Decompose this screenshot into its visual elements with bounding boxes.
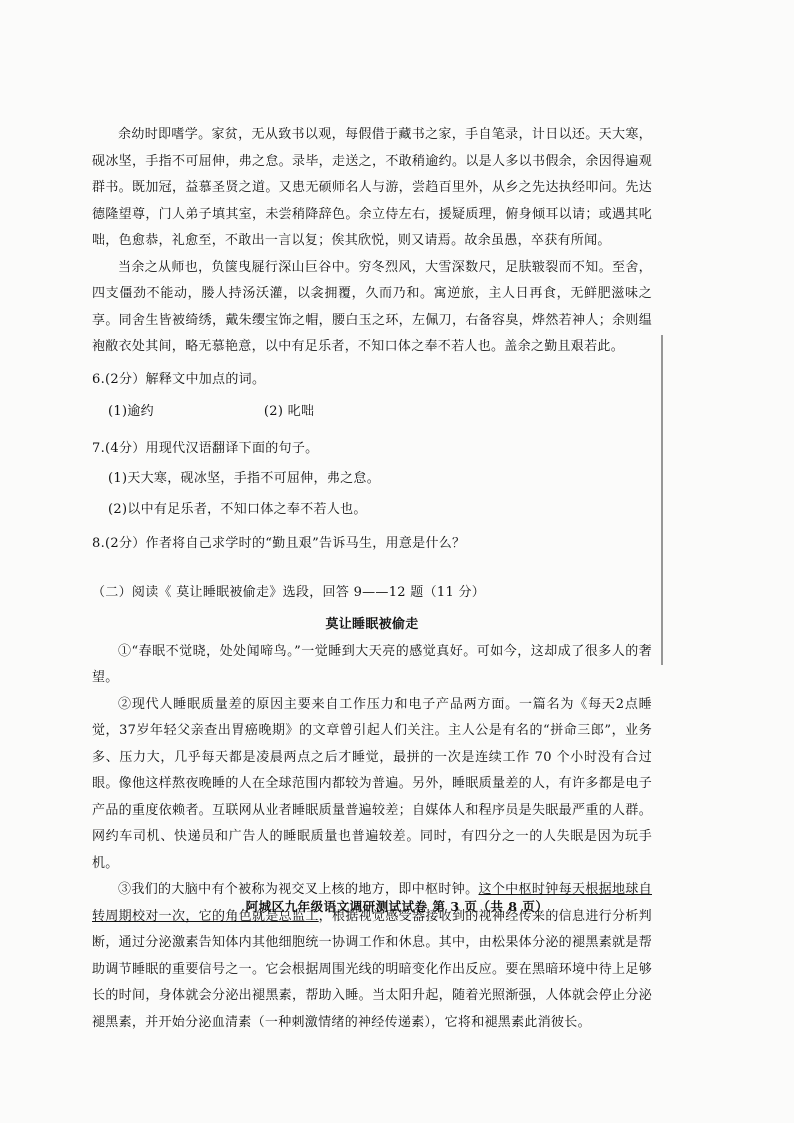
article-title: 莫让睡眠被偷走 xyxy=(325,617,419,632)
question-6-items xyxy=(92,399,652,426)
section-2-heading: （二）阅读《 莫让睡眠被偷走》选段，回答 9——12 题（11 分） xyxy=(92,584,486,600)
scan-artifact-line xyxy=(661,335,663,665)
classical-passage-paragraph-1: 余幼时即嗜学。家贫，无从致书以观，每假借于藏书之家，手自笔录，计日以还。天大寒，砚冰坚，手指不可屈伸，弗之怠。录毕，走送之，不敢稍逾约。以是人多以书假余，余因得遍观群书。既加冠，益慕圣贤之道。又患无硕师名人与游，尝趋百里外，从乡之先达执经叩问。先达德隆望尊，门人弟子填其室，未尝稍降辞色。余立侍左右，援疑质理，俯身倾耳以请；或遇其叱咄，色愈恭，礼愈至，不敢出一言以复；俟其欣悦，则又请焉。故余虽愚，卒获有所闻。 xyxy=(92,127,652,248)
underlined-sentence: 这个中枢时钟每天根据地球自转周期校对一次，它的角色就是总监工 xyxy=(92,882,652,924)
question-7-item-1: (1)天大寒，砚冰坚，手指不可屈伸，弗之怠。 xyxy=(108,471,381,486)
question-7-item-2: (2)以中有足乐者，不知口体之奉不若人也。 xyxy=(108,501,367,517)
question-6-item-2: (2) 叱咄 xyxy=(263,404,315,419)
article-paragraph-1: ①“春眠不觉晓，处处闻啼鸟。”一觉睡到大天亮的感觉真好。可如今，这却成了很多人的奢望。 xyxy=(92,643,652,685)
question-6: 6.(2分）解释文中加点的词。 xyxy=(92,371,266,387)
question-7: 7.(4分）用现代汉语翻译下面的句子。 xyxy=(92,440,319,456)
question-6-item-1: (1)逾约 xyxy=(108,404,154,419)
article-paragraph-3-rest: ，根据视觉感受器接收到的视神经传来的信息进行分析判断，通过分泌激素告知体内其他细胞统一协调工作和休息。其中，由松果体分泌的褪黑素就是帮助调节睡眠的重要信号之一。它会根据周围光线的明暗变化作出反应。要在黑暗环境中待上足够长的时间，身体就会分泌出褪黑素，帮助入睡。当太阳升起，随着光照渐强，人体就会停止分泌褪黑素，并开始分泌血清素（一种刺激情绪的神经传递素），它将和褪黑素此消彼长。 xyxy=(92,908,652,1030)
question-8: 8.(2分）作者将自己求学时的“勤且艰”告诉马生，用意是什么？ xyxy=(92,536,466,551)
article-paragraph-2: ②现代人睡眠质量差的原因主要来自工作压力和电子产品两方面。一篇名为《每天2点睡觉，37岁年轻父亲查出胃癌晚期》的文章曾引起人们关注。主人公是有名的“拼命三郎”，业务多、压力大，几乎每天都是凌晨两点之后才睡觉，最拼的一次是连续工作 70 个小时没有合过眼。像他这样熬夜晚睡的人在全球范围内都较为普遍。另外，睡眠质量差的人，有许多都是电子产品的重度依赖者。互联网从业者睡眠质量普遍较差；自媒体人和程序员是失眠最严重的人群。网约车司机、快递员和广告人的睡眠质量也普遍较差。同时，有四分之一的人失眠是因为玩手机。 xyxy=(92,696,652,871)
page-footer: 阿城区九年级语文调研测试试卷 第 3 页（共 8 页） xyxy=(245,899,549,914)
classical-passage-paragraph-2: 当余之从师也，负箧曳屣行深山巨谷中。穷冬烈风，大雪深数尺，足肤皲裂而不知。至舍，四支僵劲不能动，媵人持汤沃灌，以衾拥覆，久而乃和。寓逆旅，主人日再食，无鲜肥滋味之享。同舍生皆被绮绣，戴朱缨宝饰之帽，腰白玉之环，左佩刀，右备容臭，烨然若神人；余则缊袍敝衣处其间，略无慕艳意，以中有足乐者，不知口体之奉不若人也。盖余之勤且艰若此。 xyxy=(92,259,652,354)
article-paragraph-3-start: ③我们的大脑中有个被称为视交叉上核的地方，即中枢时钟。 xyxy=(118,882,479,897)
